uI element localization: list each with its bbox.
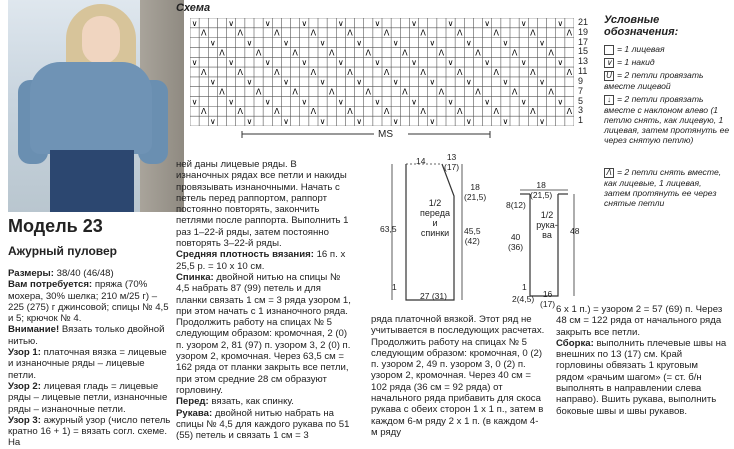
sleeve-bottom-1: 1: [522, 282, 527, 292]
stitch-symbol: ∨: [411, 58, 417, 68]
front-text: вязать, как спинку.: [211, 396, 294, 408]
stitch-symbol: ∨: [319, 117, 326, 126]
stitch-symbol: Λ: [365, 48, 372, 58]
stitch-symbol: ∨: [484, 97, 491, 107]
legend-item-5: Λ = 2 петли снять вместе, как лицевые, 1 лицевая, затем протянуть ее через снятые петли: [604, 167, 722, 208]
ms-label: MS: [378, 129, 393, 140]
stitch-symbol: Λ: [237, 107, 244, 117]
k2tog-icon: U: [604, 71, 614, 81]
stitch-symbol: Λ: [383, 67, 390, 77]
ssk-icon: ↓: [604, 95, 614, 105]
pattern2-label: Узор 2:: [8, 380, 41, 392]
column-4: [556, 304, 728, 417]
stitch-symbol: Λ: [237, 67, 244, 77]
scheme-title: Схема: [176, 2, 211, 14]
stitch-symbol: Λ: [420, 28, 426, 38]
body-height: 63,5: [380, 224, 397, 234]
stitch-symbol: ∨: [484, 18, 491, 28]
stitch-symbol: Λ: [475, 48, 481, 58]
stitch-symbol: Λ: [274, 67, 280, 77]
legend-item-3: U = 2 петли провязать вместе лицевой: [604, 70, 704, 91]
sizes-label: Размеры:: [8, 268, 54, 279]
stitch-symbol: ∨: [246, 117, 253, 126]
back-label: Спинка:: [176, 271, 214, 283]
stitch-symbol: Λ: [383, 28, 390, 38]
stitch-symbol: ∨: [337, 58, 344, 68]
stitch-symbol: ∨: [411, 18, 417, 28]
stitch-symbol: Λ: [511, 48, 518, 58]
row-numbers: [578, 18, 592, 126]
stitch-symbol: Λ: [438, 48, 445, 58]
sleeves-text: двойной нитью набрать на спицы № 4,5 для каждого рукава по 51 (55) петель и связать 1 см = 3: [176, 407, 350, 442]
stitch-symbol: ∨: [539, 77, 545, 87]
stitch-symbol: ∨: [465, 117, 472, 126]
body-bottom-1: 1: [392, 282, 397, 292]
stitch-symbol: ∨: [520, 18, 527, 28]
stitch-symbol: Λ: [456, 107, 463, 117]
stitch-symbol: ∨: [429, 38, 436, 48]
attention-text: Вязать только двойной нитью.: [8, 324, 165, 347]
stitch-symbol: ∨: [301, 58, 308, 68]
stitch-symbol: Λ: [347, 107, 353, 117]
row-number: 19: [578, 26, 589, 37]
stitch-symbol: ∨: [228, 97, 235, 107]
stitch-symbol: Λ: [566, 28, 573, 38]
stitch-symbol: Λ: [566, 107, 573, 117]
stitch-symbol: Λ: [200, 67, 207, 77]
stitch-symbol: ∨: [228, 58, 235, 68]
sleeve-bottom-left: 2(4,5): [512, 294, 535, 304]
attention-label: Внимание!: [8, 324, 60, 336]
stitch-symbol: ∨: [447, 97, 454, 107]
body-right-upper: 18 (21,5): [464, 182, 487, 202]
body-bottom: 27 (31): [420, 291, 447, 301]
stitch-symbol: Λ: [200, 28, 207, 38]
stitch-symbol: ∨: [465, 77, 472, 87]
stitch-symbol: ∨: [246, 38, 253, 48]
stitch-symbol: Λ: [475, 87, 481, 97]
yarn-over-icon: ∨: [604, 58, 614, 68]
legend-item-2: ∨ = 1 накид: [604, 57, 730, 68]
stitch-symbol: Λ: [200, 107, 207, 117]
stitch-symbol: Λ: [402, 87, 408, 97]
stitch-symbol: ∨: [319, 77, 326, 87]
stitch-symbol: ∨: [209, 117, 216, 126]
stitch-symbol: ∨: [557, 58, 564, 68]
sleeve-label: 1/2 рука- ва: [536, 210, 558, 240]
stitch-symbol: Λ: [328, 48, 335, 58]
stitch-symbol: ∨: [246, 77, 253, 87]
stitch-symbol: ∨: [301, 18, 308, 28]
stitch-symbol: ∨: [209, 77, 216, 87]
body-top-right: 13 (17): [444, 152, 460, 172]
sleeve-height: 48: [570, 226, 580, 236]
stitch-symbol: Λ: [420, 107, 426, 117]
materials-text: пряжа (70% мохера, 30% шелка; 210 м/25 г) – 225 (275) г джинсовой; спицы № 4,5 и 5; крючок № 4.: [8, 279, 169, 325]
legend-item-1: = 1 лицевая: [604, 44, 730, 55]
stitch-symbol: Λ: [383, 107, 390, 117]
stitch-symbol: Λ: [274, 107, 280, 117]
stitch-symbol: Λ: [274, 28, 280, 38]
col3-text: ряда платочной вязкой. Этот ряд не учитывается в последующих расчетах. Продолжить работу на спицах № 5 следующим образом: кромочная, 0 (2) п. узором 2, 49 п. узором 3, 0 (2) п. узором 2, кромочная. Через 40 см = 102 ряда (36 см = 92 ряда) от начального ряда прибавить для скоса рукава с обеих сторон 1 х 1 п., затем в каждом 6-м ряду 2 х 1 п. (в каждом 4-м ряду: [371, 314, 545, 438]
row-number: 17: [578, 36, 589, 47]
stitch-symbol: Λ: [456, 67, 463, 77]
stitch-symbol: ∨: [374, 18, 381, 28]
stitch-symbol: ∨: [319, 38, 326, 48]
stitch-symbol: ∨: [447, 58, 454, 68]
body-right-lower: 45,5 (42): [464, 226, 481, 246]
model-subtitle: Ажурный пуловер: [8, 244, 118, 258]
stitch-symbol: Λ: [255, 87, 262, 97]
stitch-symbol: Λ: [511, 87, 518, 97]
pattern1-label: Узор 1:: [8, 347, 41, 359]
left-column: [8, 268, 174, 449]
stitch-symbol: Λ: [530, 28, 536, 38]
stitch-symbol: ∨: [264, 58, 271, 68]
stitch-symbol: ∨: [557, 18, 564, 28]
stitch-symbol: ∨: [301, 97, 308, 107]
stitch-symbol: Λ: [255, 48, 262, 58]
stitch-symbol: Λ: [310, 107, 317, 117]
stitch-symbol: ∨: [374, 97, 381, 107]
stitch-symbol: ∨: [337, 18, 344, 28]
density-label: Средняя плотность вязания:: [176, 249, 314, 261]
stitch-symbol: ∨: [465, 38, 472, 48]
stitch-symbol: ∨: [356, 38, 363, 48]
row-number: 5: [578, 95, 584, 106]
sleeve-top: 18 (21,5): [530, 180, 553, 200]
stitch-symbol: Λ: [402, 48, 408, 58]
stitch-symbol: ∨: [264, 18, 271, 28]
stitch-symbol: Λ: [292, 87, 298, 97]
stitch-symbol: ∨: [356, 117, 363, 126]
stitch-symbol: ∨: [283, 77, 289, 87]
assembly-label: Сборка:: [556, 337, 594, 349]
stitch-symbol: ∨: [392, 117, 399, 126]
stitch-symbol: Λ: [493, 67, 500, 77]
stitch-symbol: ∨: [191, 58, 198, 68]
model-photo: [8, 0, 184, 212]
stitch-symbol: Λ: [548, 87, 554, 97]
stitch-symbol: ∨: [539, 117, 545, 126]
legend-title: Условные обозначения:: [604, 14, 679, 38]
scheme-grid: [190, 18, 574, 126]
stitch-symbol: Λ: [328, 87, 335, 97]
sizes-text: 38/40 (46/48): [56, 268, 114, 279]
row-number: 7: [578, 85, 584, 96]
column-2: [176, 159, 352, 441]
pattern3-text: ажурный узор (число петель кратно 16 + 1) = вязать согл. схеме. На: [8, 414, 171, 449]
body-label: 1/2 переда и спинки: [420, 198, 450, 238]
stitch-symbol: ∨: [392, 38, 399, 48]
sleeve-bottom: 16 (17): [540, 289, 556, 309]
column-3: [371, 314, 545, 438]
stitch-symbol: Λ: [493, 107, 500, 117]
row-number: 15: [578, 46, 589, 57]
row-number: 13: [578, 56, 589, 67]
stitch-symbol: Λ: [493, 28, 500, 38]
sleeve-left-lower: 40 (36): [508, 232, 524, 252]
stitch-symbol: Λ: [310, 67, 317, 77]
stitch-symbol: ∨: [374, 58, 381, 68]
row-number: 3: [578, 105, 584, 116]
back-text: двойной нитью на спицы № 4,5 набрать 87 (99) петель и для планки связать 1 см = 3 ряда узором 1, при этом начать с 1 изнаночного ряда. Продолжить работу на спицах № 5 следующим образом: кромочная, 2 (0) п. узором 2, 81 (97) п. узором 3, 2 (0) п. узором 2, кромочная. Через 63,5 см = 162 ряда от планки закрыть все петли, при этом средние 28 см образуют горловину.: [176, 271, 351, 396]
body-top-left: 14: [416, 156, 426, 166]
row-number: 11: [578, 66, 588, 77]
photo-sweater: [30, 62, 152, 154]
sleeve-left-upper: 8(12): [506, 200, 526, 210]
stitch-symbol: ∨: [539, 38, 545, 48]
model-title: Модель 23: [8, 216, 103, 236]
col2-intro: ней даны лицевые ряды. В изнаночных рядах все петли и накиды провязывать изнаночными. Начать с петель перед раппортом, раппорт постоянно повторять, закончить петлями после раппорта. Выполнить 1 раз 1–22-й ряды, затем постоянно повторять 3–22-й ряды.: [176, 159, 349, 250]
sleeves-label: Рукава:: [176, 407, 213, 419]
density-text: 16 п. х 25,5 р. = 10 х 10 см.: [176, 249, 346, 272]
stitch-symbol: ∨: [502, 38, 509, 48]
stitch-symbol: ∨: [392, 77, 399, 87]
stitch-symbol: Λ: [420, 67, 426, 77]
stitch-symbol: ∨: [411, 97, 417, 107]
stitch-symbol: Λ: [219, 87, 225, 97]
stitch-symbol: ∨: [191, 18, 198, 28]
pattern2-text: лицевая гладь = лицевые ряды – лицевые петли, изнаночные ряды – изнаночные петли.: [8, 380, 168, 415]
stitch-symbol: ∨: [520, 97, 527, 107]
knit-symbol-icon: [604, 45, 614, 55]
stitch-symbol: ∨: [557, 97, 564, 107]
stitch-symbol: Λ: [219, 48, 225, 58]
stitch-symbol: ∨: [264, 97, 271, 107]
stitch-symbol: ∨: [447, 18, 454, 28]
double-decrease-icon: Λ: [604, 168, 614, 178]
stitch-symbol: Λ: [530, 107, 536, 117]
stitch-symbol: ∨: [191, 97, 198, 107]
stitch-symbol: Λ: [456, 28, 463, 38]
stitch-symbol: Λ: [237, 28, 244, 38]
row-number: 21: [578, 17, 589, 27]
photo-jeans: [50, 150, 134, 212]
stitch-symbol: Λ: [548, 48, 554, 58]
stitch-symbol: ∨: [520, 58, 527, 68]
stitch-symbol: ∨: [429, 77, 436, 87]
stitch-symbol: Λ: [438, 87, 445, 97]
stitch-symbol: Λ: [530, 67, 536, 77]
stitch-symbol: ∨: [209, 38, 216, 48]
stitch-symbol: Λ: [347, 67, 353, 77]
stitch-symbol: ∨: [502, 117, 509, 126]
stitch-symbol: Λ: [365, 87, 372, 97]
pattern1-text: платочная вязка = лицевые и изнаночные ряды – лицевые петли.: [8, 347, 167, 381]
photo-face: [82, 16, 120, 64]
stitch-symbol: ∨: [283, 117, 289, 126]
assembly-text: выполнить плечевые швы на внешних по 13 (17) см. Край горловины обвязать 1 круговым рядом «рачьим шагом» (= ст. б/н выполнять в направлении слева направо). Вшить рукава, выполнить боковые швы и швы рукавов.: [556, 337, 727, 417]
materials-label: Вам потребуется:: [8, 279, 93, 291]
stitch-symbol: Λ: [310, 28, 317, 38]
pattern3-label: Узор 3:: [8, 414, 41, 426]
stitch-symbol: Λ: [566, 67, 573, 77]
stitch-symbol: ∨: [228, 18, 235, 28]
stitch-symbol: ∨: [484, 58, 491, 68]
stitch-symbol: Λ: [347, 28, 353, 38]
stitch-symbol: ∨: [356, 77, 363, 87]
row-number: 1: [578, 115, 584, 126]
stitch-symbol: Λ: [292, 48, 298, 58]
stitch-symbol: ∨: [283, 38, 289, 48]
stitch-symbol: ∨: [502, 77, 509, 87]
stitch-symbol: ∨: [429, 117, 436, 126]
col4-text: 6 х 1 п.) = узором 2 = 57 (69) п. Через 48 см = 122 ряда от начального ряда закрыть все петли.: [556, 304, 723, 338]
row-number: 9: [578, 75, 584, 86]
legend-item-4: ↓ = 2 петли провязать вместе с наклоном влево (1 петлю снять, как лицевую, 1 лицевая, затем протянуть ее через снятую петлю): [604, 94, 730, 145]
stitch-symbol: ∨: [337, 97, 344, 107]
front-label: Перед:: [176, 396, 209, 408]
